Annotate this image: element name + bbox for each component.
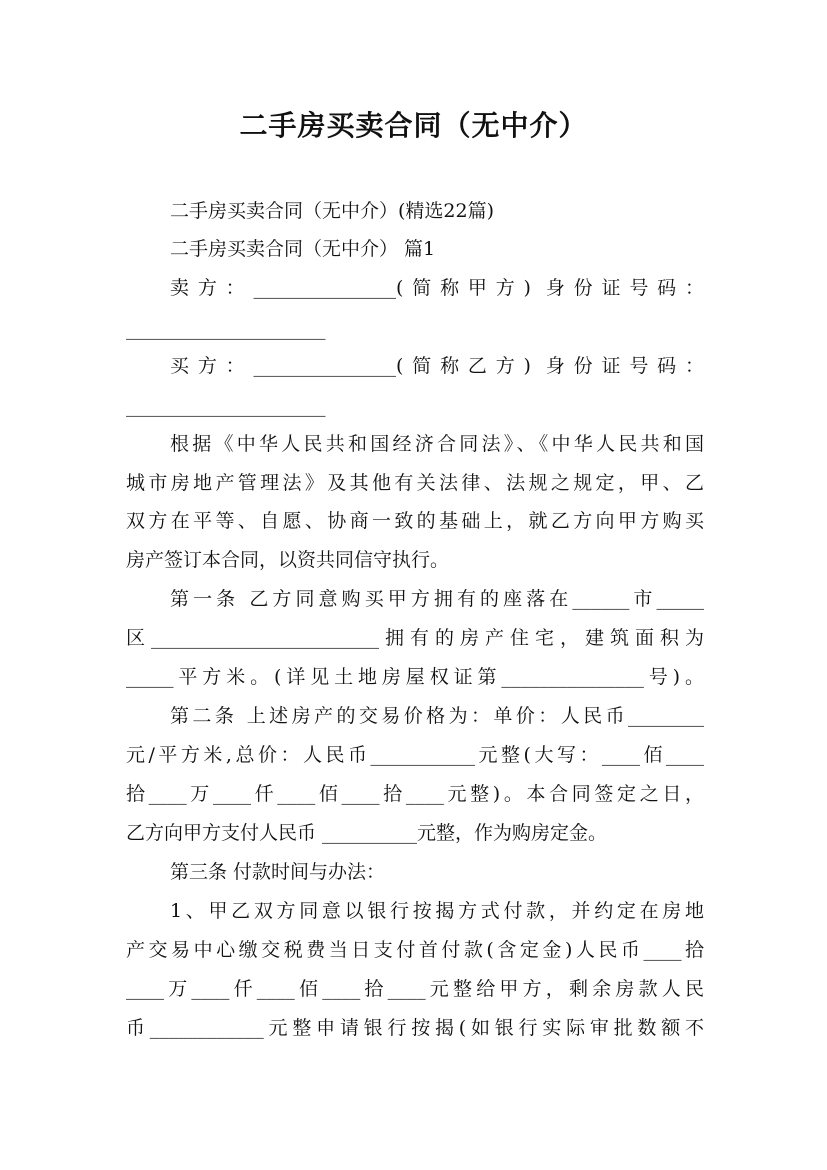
section-heading-line: 二手房买卖合同（无中介） 篇1 <box>170 238 436 260</box>
article-line: 拾____万____仟____佰____拾____元整)。本合同签定之日， <box>126 783 704 805</box>
document-title: 二手房买卖合同（无中介） <box>239 109 588 142</box>
article-line: 产交易中心缴交税费当日支付首付款(含定金)人民币____拾 <box>126 939 704 961</box>
body-line: 房产签订本合同，以资共同信守执行。 <box>126 549 450 571</box>
buyer-id-blank-line: _____________________ <box>126 395 326 417</box>
subtitle-line: 二手房买卖合同（无中介）(精选22篇) <box>170 200 495 222</box>
article-line: ____万____仟____佰____拾____元整给甲方，剩余房款人民 <box>126 978 704 1000</box>
article-line: _____平方米。(详见土地房屋权证第_______________号)。 <box>126 666 704 688</box>
article-line: 第一条 乙方同意购买甲方拥有的座落在______市_____ <box>170 588 704 610</box>
seller-id-blank-line: _____________________ <box>126 318 326 340</box>
article-line: 元/平方米,总价：人民币___________元整(大写：____佰____ <box>126 744 704 766</box>
article-line: 第三条 付款时间与办法： <box>170 861 386 883</box>
article-line: 第二条 上述房产的交易价格为：单价：人民币________ <box>170 705 704 727</box>
article-line: 区________________________拥有的房产住宅，建筑面积为 <box>126 627 704 649</box>
body-line: 城市房地产管理法》及其他有关法律、法规之规定，甲、乙 <box>126 472 704 494</box>
body-line: 根据《中华人民共和国经济合同法》、《中华人民共和国 <box>170 433 704 455</box>
buyer-line: 买方：_______________(简称乙方) 身份证号码： <box>170 355 704 377</box>
article-line: 乙方向甲方支付人民币 __________元整，作为购房定金。 <box>126 822 608 844</box>
article-line: 币____________元整申请银行按揭(如银行实际审批数额不 <box>126 1017 704 1039</box>
seller-line: 卖方：_______________(简称甲方) 身份证号码： <box>170 277 704 299</box>
body-line: 双方在平等、自愿、协商一致的基础上，就乙方向甲方购买 <box>126 510 704 532</box>
article-line: 1、甲乙双方同意以银行按揭方式付款，并约定在房地 <box>170 900 704 922</box>
